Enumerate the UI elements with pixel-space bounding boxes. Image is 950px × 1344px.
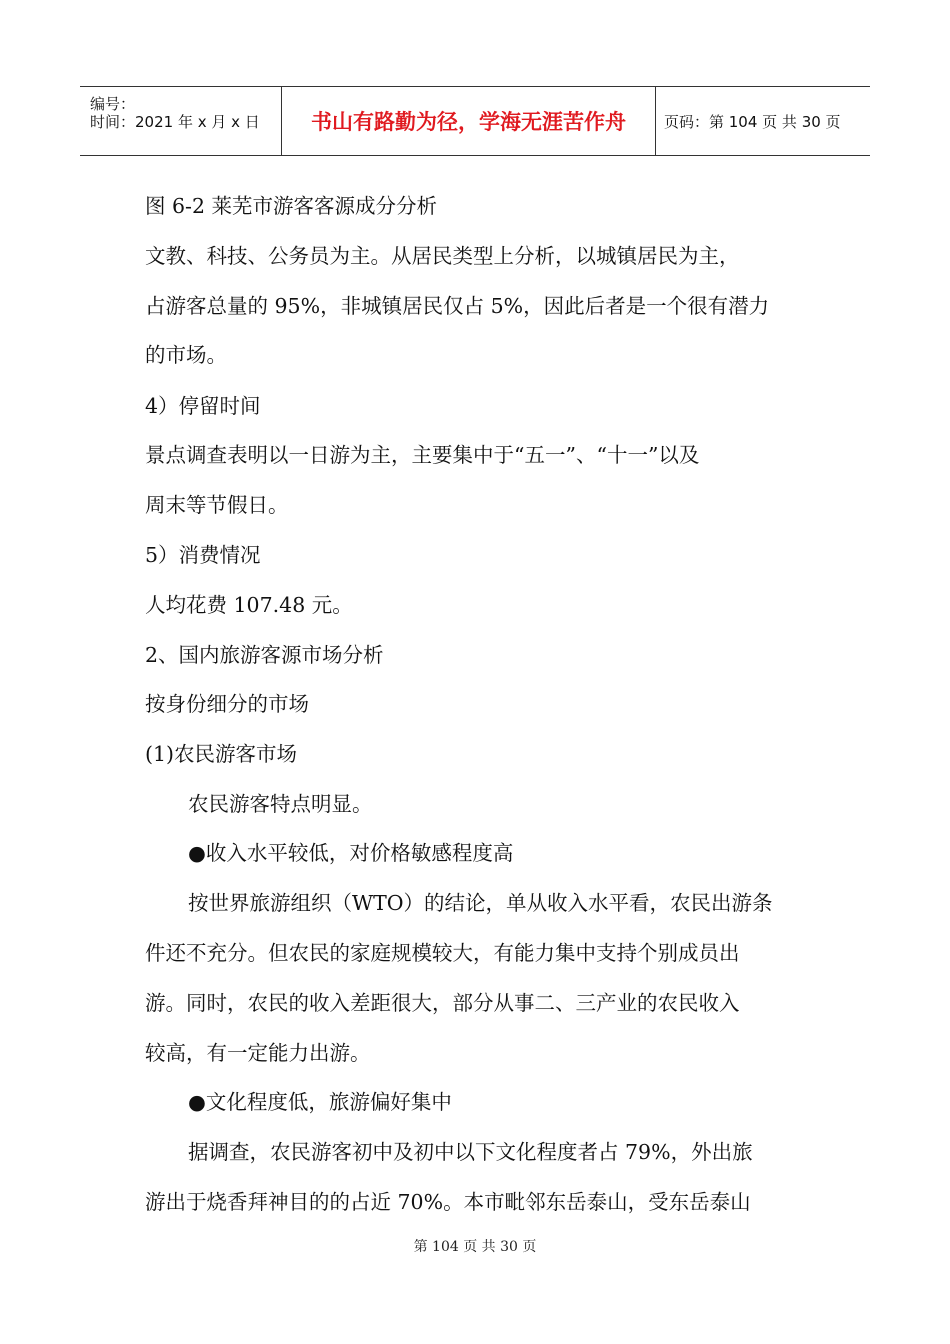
page-footer: 第 104 页 共 30 页 (413, 1239, 537, 1255)
paragraph-line: 景点调查表明以一日游为主，主要集中于“五一”、“十一”以及 (145, 443, 700, 467)
section-heading: 2、国内旅游客源市场分析 (145, 643, 384, 667)
paragraph-line: 的市场。 (145, 343, 227, 367)
header-page-cell (656, 87, 878, 155)
section-heading: 4）停留时间 (145, 394, 261, 418)
paragraph-line: 按世界旅游组织（WTO）的结论，单从收入水平看，农民出游条 (188, 891, 773, 915)
paragraph-line: 据调查，农民游客初中及初中以下文化程度者占 79%，外出旅 (188, 1140, 753, 1164)
subsection-heading: 按身份细分的市场 (145, 692, 309, 716)
section-heading: 5）消费情况 (145, 543, 261, 567)
document-time-label: 时间：2021 年 x 月 x 日 (90, 113, 260, 131)
figure-caption: 图 6-2 莱芜市游客客源成分分析 (145, 194, 438, 218)
header-meta (80, 87, 280, 155)
paragraph-line: 人均花费 107.48 元。 (145, 593, 353, 617)
header-motto-cell (281, 87, 656, 155)
paragraph-line: 周末等节假日。 (145, 493, 289, 517)
bullet-heading: ●文化程度低，旅游偏好集中 (188, 1090, 452, 1114)
paragraph-line: 游出于烧香拜神目的的占近 70%。本市毗邻东岳泰山，受东岳泰山 (145, 1190, 751, 1214)
document-number-label: 编号： (90, 95, 136, 113)
paragraph-line: 农民游客特点明显。 (188, 792, 373, 816)
paragraph-line: 占游客总量的 95%，非城镇居民仅占 5%，因此后者是一个很有潜力 (145, 294, 770, 318)
paragraph-line: 较高，有一定能力出游。 (145, 1041, 371, 1065)
bullet-heading: ●收入水平较低，对价格敏感程度高 (188, 841, 514, 865)
paragraph-line: 游。同时，农民的收入差距很大，部分从事二、三产业的农民收入 (145, 991, 740, 1015)
paragraph-line: 文教、科技、公务员为主。从居民类型上分析，以城镇居民为主， (145, 244, 740, 268)
header-page-info: 页码：第 104 页 共 30 页 (664, 112, 841, 131)
page-header (80, 86, 870, 156)
header-motto: 书山有路勤为径，学海无涯苦作舟 (311, 110, 626, 134)
paragraph-line: 件还不充分。但农民的家庭规模较大，有能力集中支持个别成员出 (145, 941, 740, 965)
subsection-heading: (1)农民游客市场 (145, 742, 298, 766)
